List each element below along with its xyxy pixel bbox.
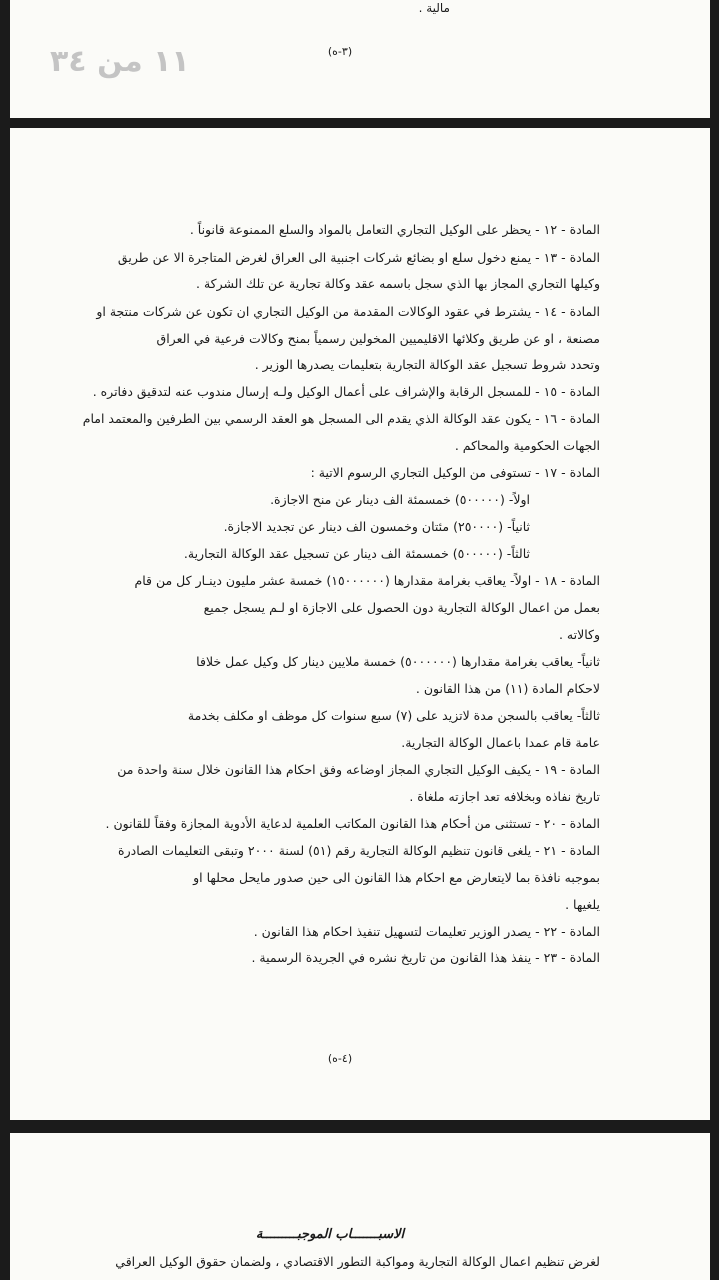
article-17-item-3: ثالثاً- (٥٠٠٠٠٠) خمسمئة الف دينار عن تسجيل عقد الوكالة التجارية.: [183, 546, 530, 561]
page-main: [10, 128, 710, 1120]
page-top: [10, 0, 710, 118]
article-20: المادة - ٢٠ - تستثنى من أحكام هذا القانون المكاتب العلمية لدعاية الأدوية المجازة وفقاً للقانون .: [105, 816, 600, 831]
article-19-cont: تاريخ نفاذه وبخلافه تعد اجازته ملغاة .: [409, 789, 600, 804]
article-17-item-2: ثانياً- (٢٥٠٠٠٠) مئتان وخمسون الف دينار عن تجديد الاجازة.: [223, 519, 530, 534]
article-14-cont: وتحدد شروط تسجيل عقد الوكالة التجارية بتعليمات يصدرها الوزير .: [254, 357, 600, 372]
article-21-cont: بموجبه نافذة بما لايتعارض مع احكام هذا القانون الى حين صدور مايحل محلها او: [193, 870, 600, 885]
reasons-title: الاسبـــــــاب الموجبـــــــــة: [255, 1227, 405, 1242]
article-18-item-3: ثالثاً- يعاقب بالسجن مدة لاتزيد على (٧) سبع سنوات كل موظف او مكلف بخدمة: [187, 708, 600, 723]
article-13: المادة - ١٣ - يمنع دخول سلع او بضائع شركات اجنبية الى العراق لغرض المتاجرة الا عن طريق: [117, 250, 600, 265]
article-22: المادة - ٢٢ - يصدر الوزير تعليمات لتسهيل تنفيذ احكام هذا القانون .: [253, 924, 600, 939]
article-18-item-2-cont: لاحكام المادة (١١) من هذا القانون .: [415, 681, 600, 696]
article-18-item-3-cont: عامة قام عمدا باعمال الوكالة التجارية.: [401, 735, 600, 750]
previous-page-fragment: مالية .: [418, 1, 450, 15]
article-18-cont: بعمل من اعمال الوكالة التجارية دون الحصول على الاجازة او لـم يسجل جميع: [203, 600, 600, 615]
article-23: المادة - ٢٣ - ينفذ هذا القانون من تاريخ نشره في الجريدة الرسمية .: [251, 950, 600, 965]
page-count-watermark: ١١ من ٣٤: [50, 44, 190, 79]
article-15: المادة - ١٥ - للمسجل الرقابة والإشراف على أعمال الوكيل ولـه إرسال مندوب عنه لتدقيق دفاتره .: [92, 384, 600, 399]
article-18-cont: وكالاته .: [558, 627, 600, 642]
article-21-cont: يلغيها .: [565, 897, 600, 912]
page-marker: (٣-ه): [327, 45, 353, 58]
article-17-item-1: اولاً- (٥٠٠٠٠٠) خمسمئة الف دينار عن منح الاجازة.: [270, 492, 530, 507]
article-16: المادة - ١٦ - يكون عقد الوكالة الذي يقدم الى المسجل هو العقد الرسمي بين الطرفين والمعتمد امام: [82, 411, 600, 426]
page-bottom: [10, 1133, 710, 1280]
reasons-first-line: لغرض تنظيم اعمال الوكالة التجارية ومواكبة التطور الاقتصادي ، ولضمان حقوق الوكيل العراقي: [115, 1254, 600, 1269]
article-17: المادة - ١٧ - تستوفى من الوكيل التجاري الرسوم الاتية :: [310, 465, 600, 480]
article-18-item-2: ثانياً- يعاقب بغرامة مقدارها (٥٠٠٠٠٠٠) خمسة ملايين دينار كل وكيل عمل خلافا: [196, 654, 600, 669]
page-marker: (٤-ه): [327, 1052, 353, 1065]
article-18: المادة - ١٨ - اولاً- يعاقب بغرامة مقدارها (١٥٠٠٠٠٠٠) خمسة عشر مليون دينـار كل من قام: [134, 573, 600, 588]
article-19: المادة - ١٩ - يكيف الوكيل التجاري المجاز اوضاعه وفق احكام هذا القانون خلال سنة واحدة من: [117, 762, 600, 777]
article-14-cont: مصنعة ، او عن طريق وكلائها الاقليميين المخولين رسمياً بمنح وكالات فرعية في العراق: [156, 331, 600, 346]
article-16-cont: الجهات الحكومية والمحاكم .: [454, 438, 600, 453]
article-13-cont: وكيلها التجاري المجاز بها الذي سجل باسمه عقد وكالة تجارية عن تلك الشركة .: [196, 276, 600, 291]
article-14: المادة - ١٤ - يشترط في عقود الوكالات المقدمة من الوكيل التجاري ان تكون عن شركات منتجة او: [96, 304, 600, 319]
article-12: المادة - ١٢ - يحظر على الوكيل التجاري التعامل بالمواد والسلع الممنوعة قانوناً .: [189, 222, 600, 237]
article-21: المادة - ٢١ - يلغى قانون تنظيم الوكالة التجارية رقم (٥١) لسنة ٢٠٠٠ وتبقى التعليمات الصادرة: [118, 843, 600, 858]
